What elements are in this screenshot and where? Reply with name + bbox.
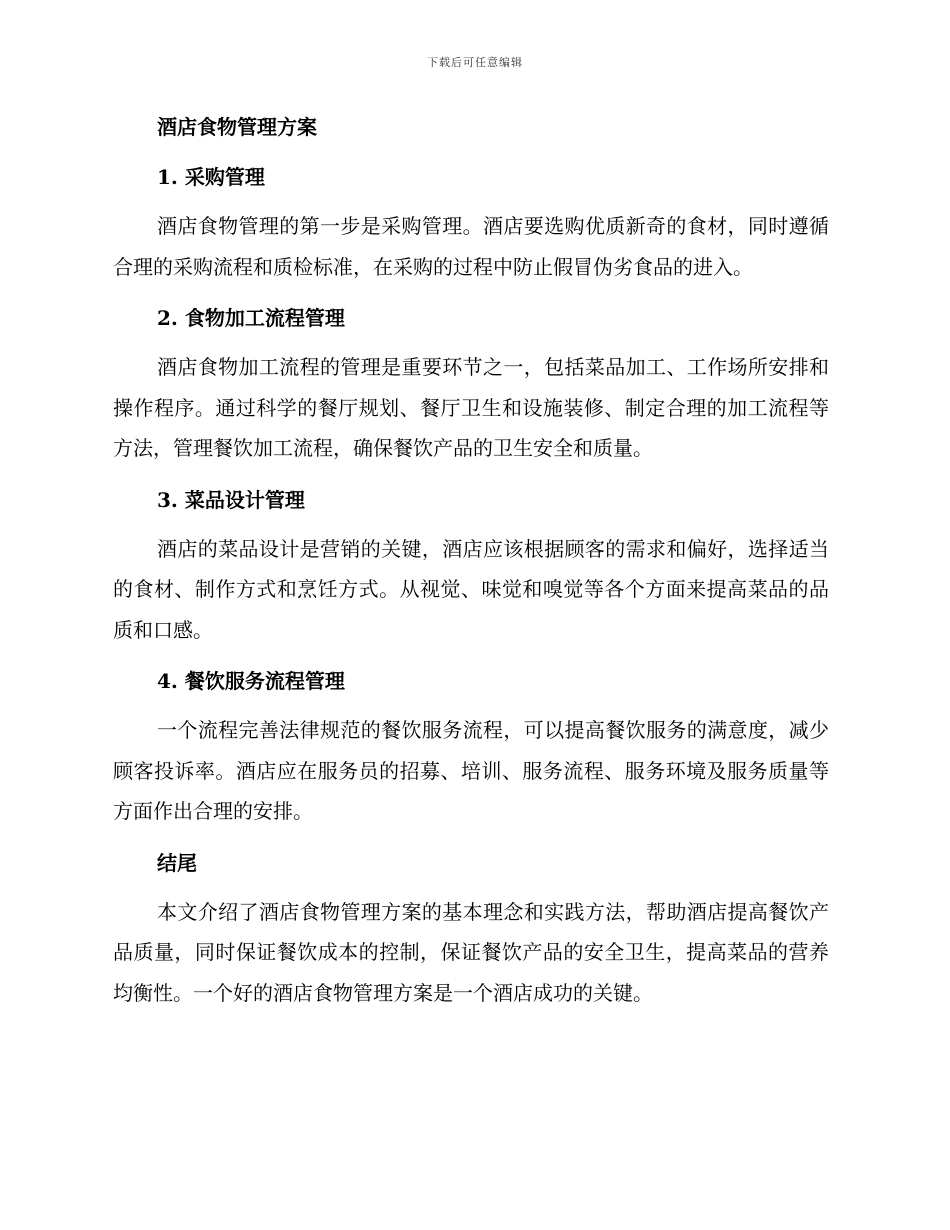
section-service-process	[113, 666, 829, 832]
section-paragraph: 酒店的菜品设计是营销的关键，酒店应该根据顾客的需求和偏好，选择适当的食材、制作方式和烹饪方式。从视觉、味觉和嗅觉等各个方面来提高菜品的品质和口感。	[113, 536, 829, 642]
section-conclusion	[113, 848, 829, 1014]
section-paragraph: 本文介绍了酒店食物管理方案的基本理念和实践方法，帮助酒店提高餐饮产品质量，同时保证餐饮成本的控制，保证餐饮产品的安全卫生，提高菜品的营养均衡性。一个好的酒店食物管理方案是一个酒店成功的关键。	[113, 899, 829, 1005]
section-procurement	[113, 162, 829, 287]
section-menu-design	[113, 485, 829, 651]
section-heading: 1. 采购管理	[157, 165, 265, 189]
header-note: 下载后可任意编辑	[427, 56, 523, 69]
section-food-processing	[113, 303, 829, 469]
document-body	[113, 108, 829, 1013]
section-paragraph: 一个流程完善法律规范的餐饮服务流程，可以提高餐饮服务的满意度，减少顾客投诉率。酒店应在服务员的招募、培训、服务流程、服务环境及服务质量等方面作出合理的安排。	[113, 718, 829, 823]
section-paragraph: 酒店食物加工流程的管理是重要环节之一，包括菜品加工、工作场所安排和操作程序。通过科学的餐厅规划、餐厅卫生和设施装修、制定合理的加工流程等方法，管理餐饮加工流程，确保餐饮产品的卫生安全和质量。	[113, 355, 829, 460]
section-heading: 3. 菜品设计管理	[157, 487, 305, 512]
document-title: 酒店食物管理方案	[157, 115, 317, 139]
section-heading: 结尾	[157, 850, 197, 875]
section-heading: 4. 餐饮服务流程管理	[157, 669, 345, 693]
section-paragraph: 酒店食物管理的第一步是采购管理。酒店要选购优质新奇的食材，同时遵循合理的采购流程和质检标准，在采购的过程中防止假冒伪劣食品的进入。	[113, 214, 829, 279]
section-heading: 2. 食物加工流程管理	[157, 306, 345, 330]
